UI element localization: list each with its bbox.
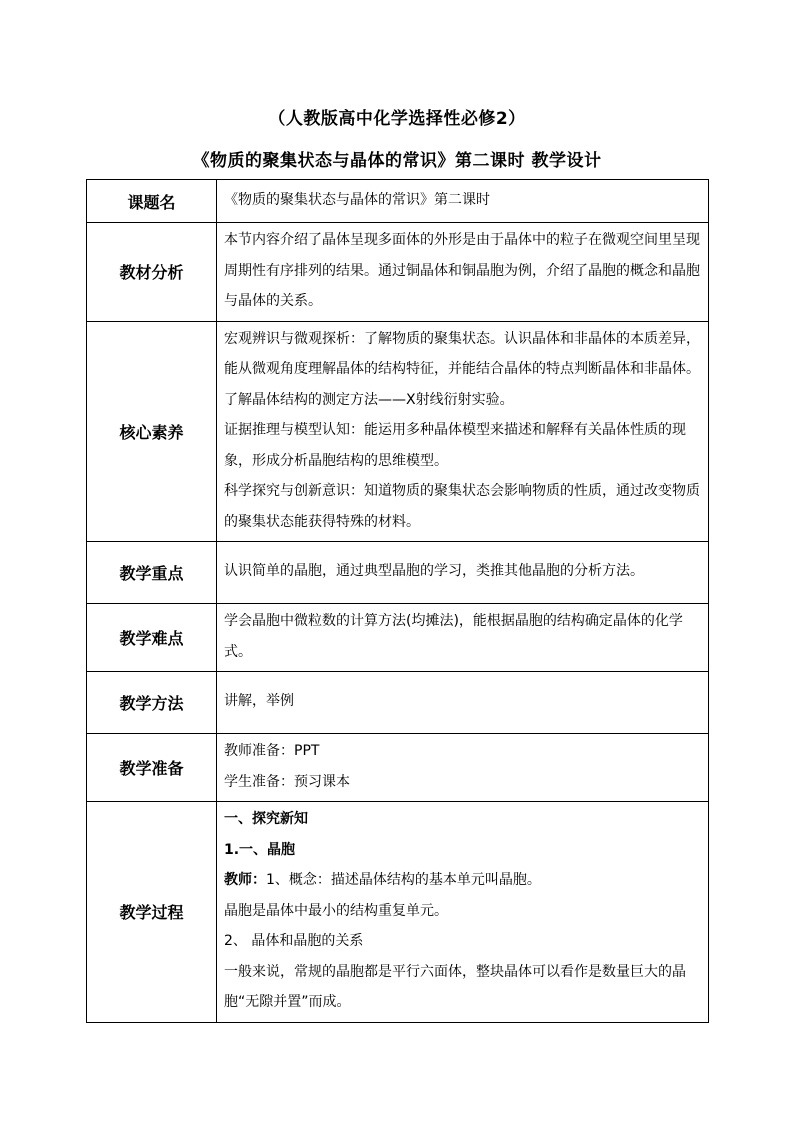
label-keypoint: 教学重点 — [87, 542, 217, 604]
topic-text: 《物质的聚集状态与晶体的常识》第二课时 — [224, 191, 490, 208]
material-text: 本节内容介绍了晶体呈现多面体的外形是由于晶体中的粒子在微观空间里呈现周期性有序排列的结果。通过铜晶体和铜晶胞为例，介绍了晶胞的概念和晶胞与晶体的关系。 — [224, 232, 700, 309]
preparation-teacher: 教师准备：PPT — [224, 743, 320, 759]
label-literacy: 核心素养 — [87, 321, 217, 542]
title-line-2: 《物质的聚集状态与晶体的常识》第二课时 教学设计 — [192, 151, 602, 171]
label-preparation: 教学准备 — [87, 734, 217, 802]
row-method — [87, 672, 709, 734]
keypoint-text: 认识简单的晶胞，通过典型晶胞的学习，类推其他晶胞的分析方法。 — [224, 563, 644, 580]
content-keypoint — [217, 542, 709, 604]
row-process — [87, 802, 709, 1023]
row-difficulty — [87, 604, 709, 672]
literacy-text-3: 科学探究与创新意识：知道物质的聚集状态会影响物质的性质，通过改变物质的聚集状态能获得特殊的材料。 — [224, 483, 700, 530]
label-process: 教学过程 — [87, 802, 217, 1023]
label-topic: 课题名 — [87, 180, 217, 223]
process-teacher-line — [224, 865, 702, 896]
content-difficulty — [217, 604, 709, 672]
label-difficulty: 教学难点 — [87, 604, 217, 672]
content-literacy — [217, 321, 709, 542]
lesson-plan-table — [86, 179, 709, 1023]
row-literacy — [87, 321, 709, 542]
teacher-prefix: 教师： — [224, 872, 266, 888]
title-line-1: （人教版高中化学选择性必修2） — [268, 109, 526, 129]
row-material — [87, 223, 709, 322]
content-topic — [217, 180, 709, 223]
content-preparation — [217, 734, 709, 802]
label-method: 教学方法 — [87, 672, 217, 734]
content-process — [217, 802, 709, 1023]
row-keypoint — [87, 542, 709, 604]
process-line-4: 一般来说，常规的晶胞都是平行六面体，整块晶体可以看作是数量巨大的晶胞“无隙并置”而成。 — [224, 963, 686, 1010]
row-topic — [87, 180, 709, 223]
process-line-2: 晶胞是晶体中最小的结构重复单元。 — [224, 902, 448, 919]
content-method — [217, 672, 709, 734]
content-material — [217, 223, 709, 322]
label-material: 教材分析 — [87, 223, 217, 322]
row-preparation — [87, 734, 709, 802]
difficulty-text: 学会晶胞中微粒数的计算方法(均摊法)，能根据晶胞的结构确定晶体的化学式。 — [224, 613, 683, 660]
process-subsection-heading: 1.一、晶胞 — [224, 841, 296, 858]
method-text: 讲解，举例 — [224, 693, 294, 710]
teacher-text: 1、概念：描述晶体结构的基本单元叫晶胞。 — [266, 872, 541, 888]
preparation-student: 学生准备：预习课本 — [224, 773, 350, 790]
literacy-text-2: 证据推理与模型认知：能运用多种晶体模型来描述和解释有关晶体性质的现象，形成分析晶胞结构的思维模型。 — [224, 422, 686, 469]
literacy-text-1: 宏观辨识与微观探析：了解物质的聚集状态。认识晶体和非晶体的本质差异，能从微观角度理解晶体的结构特征，并能结合晶体的特点判断晶体和非晶体。了解晶体结构的测定方法——X射线衍射实验。 — [224, 330, 700, 408]
process-section-heading: 一、探究新知 — [224, 811, 308, 827]
process-line-3: 2、 晶体和晶胞的关系 — [224, 933, 364, 949]
